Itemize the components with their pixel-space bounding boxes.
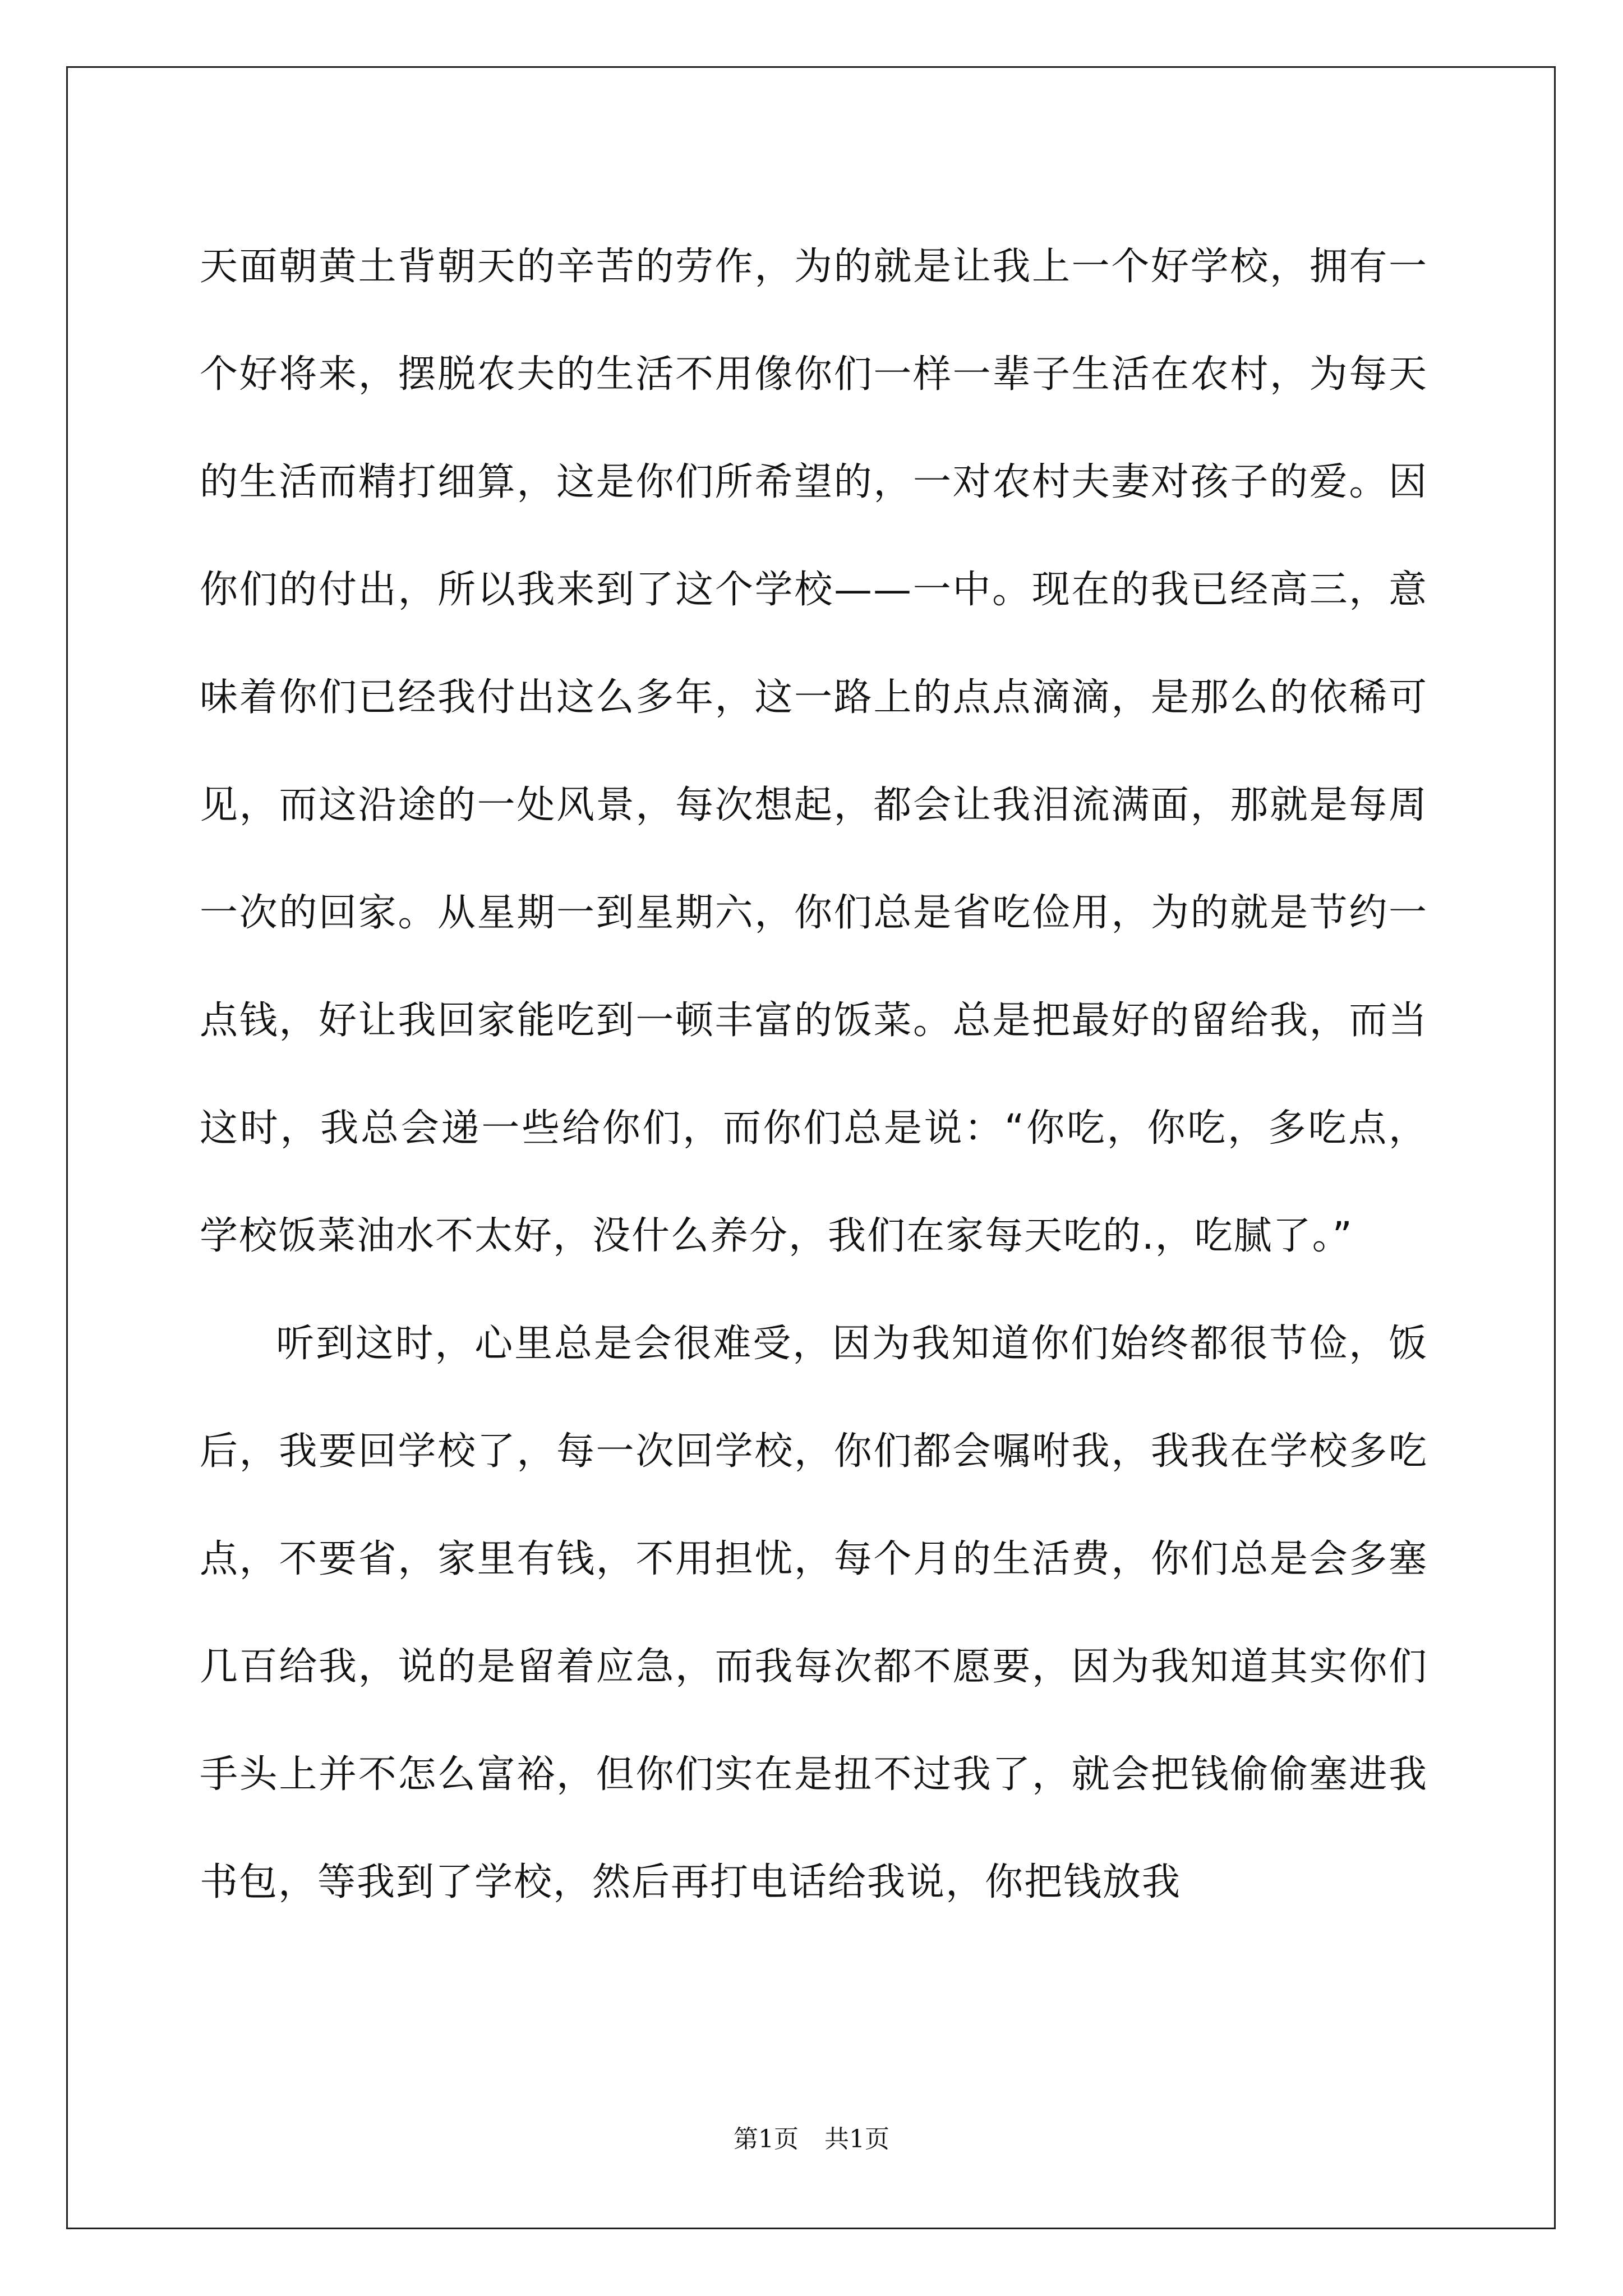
- page-number: 第1页: [734, 2125, 799, 2154]
- document-body: [200, 213, 1428, 1936]
- paragraph-2: 听到这时，心里总是会很难受，因为我知道你们始终都很节俭，饭后，我要回学校了，每一次回学校，你们都会嘱咐我，我我在学校多吃点，不要省，家里有钱，不用担忧，每个月的生活费，你们总是会多塞几百给我，说的是留着应急，而我每次都不愿要，因为我知道其实你们手头上并不怎么富裕，但你们实在是扭不过我了，就会把钱偷偷塞进我书包，等我到了学校，然后再打电话给我说，你把钱放我: [200, 1322, 1428, 1904]
- page-total: 共1页: [824, 2125, 889, 2154]
- page-footer: [0, 2123, 1623, 2156]
- paragraph-1: 天面朝黄土背朝天的辛苦的劳作，为的就是让我上一个好学校，拥有一个好将来，摆脱农夫的生活不用像你们一样一辈子生活在农村，为每天的生活而精打细算，这是你们所希望的，一对农村夫妻对孩子的爱。因你们的付出，所以我来到了这个学校——一中。现在的我已经高三，意味着你们已经我付出这么多年，这一路上的点点滴滴，是那么的依稀可见，而这沿途的一处风景，每次想起，都会让我泪流满面，那就是每周一次的回家。从星期一到星期六，你们总是省吃俭用，为的就是节约一点钱，好让我回家能吃到一顿丰富的饭菜。总是把最好的留给我，而当这时，我总会递一些给你们，而你们总是说：“你吃，你吃，多吃点，学校饭菜油水不太好，没什么养分，我们在家每天吃的.，吃腻了。”: [200, 245, 1428, 1258]
